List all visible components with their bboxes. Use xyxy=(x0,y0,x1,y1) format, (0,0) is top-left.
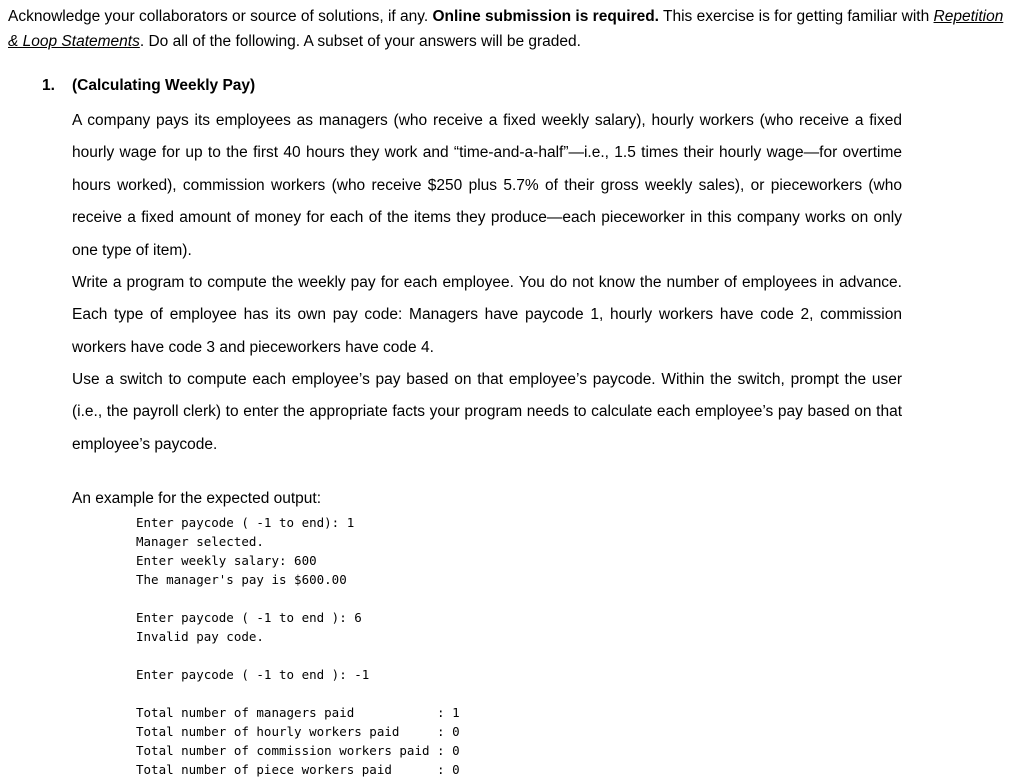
intro-bold-text: Online submission is required. xyxy=(432,8,659,25)
question-paragraph-2: Write a program to compute the weekly pay for each employee. You do not know the number of employees in advance. Each type of employee has its own pay code: Managers have paycode 1, hourly workers have code 2, commission workers have code 3 and pieceworkers have code 4. xyxy=(72,274,902,356)
console-block-3: Enter paycode ( -1 to end ): -1 xyxy=(136,667,370,682)
console-block-2: Enter paycode ( -1 to end ): 6 Invalid pay code. xyxy=(136,610,362,644)
console-block-4: Total number of managers paid : 1 Total number of hourly workers paid : 0 Total number of commission workers paid : 0 Total number of piece workers paid : 0 xyxy=(136,705,460,777)
assignment-intro xyxy=(8,4,1008,54)
example-label: An example for the expected output: xyxy=(72,490,322,507)
intro-text-2: This exercise is for getting familiar with xyxy=(659,8,934,25)
question-paragraph-1: A company pays its employees as managers (who receive a fixed weekly salary), hourly workers (who receive a fixed hourly wage for up to the first 40 hours they work and “time-and-a-half”—i.e., 1.5 times their hourly wage—for overtime hours worked), commission workers (who receive $250 plus 5.7% of their gross weekly sales), or pieceworkers (who receive a fixed amount of money for each of the items they produce—each pieceworker in this company works on only one type of item). xyxy=(72,112,902,259)
question-title xyxy=(42,77,255,95)
intro-topic: Repetition & Loop Statements xyxy=(8,8,1004,50)
intro-text-1: Acknowledge your collaborators or source of solutions, if any. xyxy=(8,8,433,25)
question-title-text: (Calculating Weekly Pay) xyxy=(72,77,256,94)
question-number: 1. xyxy=(42,77,55,94)
intro-text-3: . Do all of the following. A subset of your answers will be graded. xyxy=(139,33,581,50)
console-block-1: Enter paycode ( -1 to end): 1 Manager selected. Enter weekly salary: 600 The manager's pay is $600.00 xyxy=(136,515,355,587)
question-paragraph-3: Use a switch to compute each employee’s pay based on that employee’s paycode. Within the switch, prompt the user (i.e., the payroll clerk) to enter the appropriate facts your program needs to calculate each employee’s pay based on that employee’s paycode. xyxy=(72,371,902,453)
